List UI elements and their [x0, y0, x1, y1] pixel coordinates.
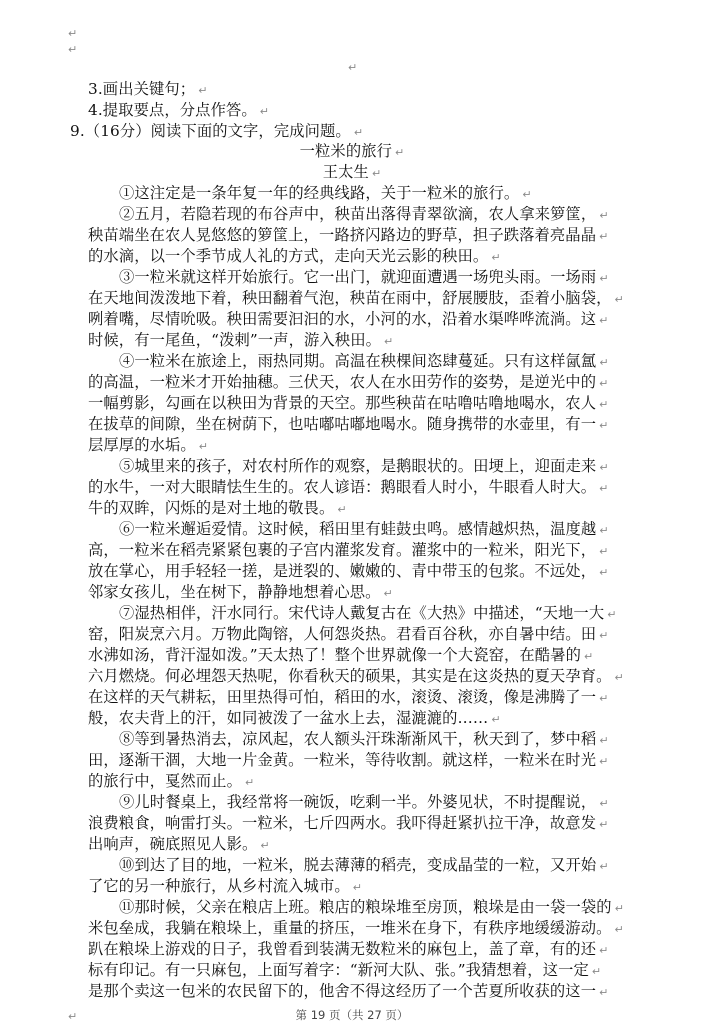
return-mark-footer: ↵ [68, 1010, 78, 1023]
paragraph-mark: ↵ [583, 650, 594, 663]
paragraph-mark: ↵ [599, 314, 609, 327]
line-text: 一幅剪影，勾画在以秧田为背景的天空。那些秧苗在咕噜咕噜地喝水，农人 [88, 394, 597, 412]
paragraph-mark: ↵ [198, 440, 209, 453]
paragraph-mark: ↵ [599, 797, 609, 810]
text-line [88, 79, 208, 101]
page-footer: 第 19 页（共 27 页） [295, 1008, 409, 1022]
paragraph-mark: ↵ [599, 734, 609, 747]
paragraph-mark: ↵ [259, 105, 270, 118]
paragraph-mark: ↵ [337, 503, 347, 516]
paragraph-mark: ↵ [599, 629, 609, 642]
line-text: ⑨儿时餐桌上，我经常将一碗饭，吃剩一半。外婆见状，不时提醒说， [119, 793, 597, 811]
paragraph-mark: ↵ [383, 587, 393, 600]
text-line [88, 435, 208, 457]
paragraph-mark: ↵ [599, 272, 609, 285]
text-line [70, 121, 363, 143]
line-text: ⑤城里来的孩子，对农村所作的观察，是鹅眼状的。田埂上，迎面走来 [119, 457, 597, 475]
line-text: 的旅行中，戛然而止。 [88, 772, 242, 790]
text-line [119, 183, 532, 205]
line-text: 窑，阳炭烹六月。万物此陶镕，人何怨炎热。君看百谷秋，亦自暑中结。田 [88, 625, 597, 643]
text-line [88, 330, 393, 352]
paragraph-mark: ↵ [352, 881, 363, 894]
text-line [88, 750, 608, 772]
paragraph-mark: ↵ [599, 461, 609, 474]
line-text: 六月燃烧。何必埋怨天热呢，你看秋天的硕果，其实是在这炎热的夏天孕育。 [88, 667, 612, 685]
line-text: 般，农夫背上的汗，如同被泼了一盆水上去，湿漉漉的…… [88, 709, 489, 727]
paragraph-mark: ↵ [599, 482, 609, 495]
text-line [119, 603, 617, 625]
paragraph-mark: ↵ [607, 608, 617, 621]
return-mark-1: ↵ [68, 27, 78, 40]
text-line [119, 519, 609, 541]
text-line [88, 813, 608, 835]
return-mark-3: ↵ [348, 61, 358, 74]
line-text: 了它的另一种旅行，从乡村流入城市。 [88, 877, 350, 895]
line-text: 出响声，碗底照见人影。 [88, 835, 258, 853]
paragraph-mark: ↵ [599, 419, 609, 432]
line-text: ⑩到达了目的地，一粒米，脱去薄薄的稻壳，变成晶莹的一粒，又开始 [119, 856, 597, 874]
text-line [119, 456, 609, 478]
paragraph-mark: ↵ [614, 293, 624, 306]
text-line [119, 267, 609, 289]
text-line [88, 666, 624, 688]
text-line [88, 540, 608, 562]
text-line [88, 309, 608, 331]
line-text: ①这注定是一条年复一年的经典线路，关于一粒米的旅行。 [119, 184, 520, 202]
paragraph-mark: ↵ [353, 126, 364, 139]
line-text: 的水牛，一对大眼睛怯生生的。农人谚语：鹅眼看人时小，牛眼看人时大。 [88, 478, 597, 496]
paragraph-mark: ↵ [599, 986, 609, 999]
text-line [88, 393, 608, 415]
paragraph-mark: ↵ [599, 818, 609, 831]
line-text: 时候，有一尾鱼，“泼剌”一声，游入秧田。 [88, 331, 381, 349]
line-text: 水沸如汤，背汗湿如泼。”天太热了！整个世界就像一个大瓷窑，在酷暑的 [88, 646, 581, 664]
text-line [88, 100, 269, 122]
text-line [88, 771, 254, 793]
paragraph-mark: ↵ [244, 776, 255, 789]
return-mark-2: ↵ [68, 43, 78, 56]
line-text: 浪费粮食，响雷打头。一粒米，七斤四两水。我吓得赶紧扒拉干净，故意发 [88, 814, 597, 832]
line-text: 在这样的天气耕耘，田里热得可怕，稻田的水，滚烫、滚烫，像是沸腾了一 [88, 688, 597, 706]
paragraph-mark: ↵ [614, 671, 624, 684]
text-line [88, 939, 608, 961]
line-text: 在天地间泼泼地下着，秧田翻着气泡，秧苗在雨中，舒展腰肢，歪着小脑袋， [88, 289, 612, 307]
paragraph-mark: ↵ [599, 524, 609, 537]
paragraph-mark: ↵ [522, 188, 532, 201]
paragraph-mark: ↵ [599, 356, 609, 369]
text-line [119, 729, 609, 751]
line-text: 9.（16分）阅读下面的文字，完成问题。 [70, 122, 351, 140]
line-text: 是那个卖这一包米的农民留下的，他舍不得这经历了一个苦夏所收获的这一 [88, 982, 597, 1000]
text-line [119, 897, 624, 919]
text-line [119, 351, 609, 373]
text-line [88, 225, 608, 247]
paragraph-mark: ↵ [384, 335, 394, 348]
line-text: ③一粒米就这样开始旅行。它一出门，就迎面遭遇一场兜头雨。一场雨 [119, 268, 597, 286]
line-text: 田，逐渐干涸，大地一片金黄。一粒米，等待收割。就这样，一粒米在时光 [88, 751, 597, 769]
paragraph-mark: ↵ [599, 566, 609, 579]
paragraph-mark: ↵ [614, 923, 624, 936]
line-text: 层厚厚的水垢。 [88, 436, 196, 454]
line-text: ⑧等到暑热消去，凉风起，农人额头汗珠渐渐风干，秋天到了，梦中稻 [119, 730, 597, 748]
text-line [88, 246, 501, 268]
text-line [88, 645, 593, 667]
text-line [119, 855, 609, 877]
line-text: 的高温，一粒米才开始抽穗。三伏天，农人在水田劳作的姿势，是逆光中的 [88, 373, 597, 391]
line-text: 王太生 [322, 163, 369, 181]
line-text: ②五月，若隐若现的布谷声中，秧苗出落得青翠欲滴，农人拿来箩筐， [119, 205, 597, 223]
paragraph-mark: ↵ [198, 84, 208, 97]
paragraph-mark: ↵ [599, 860, 609, 873]
text-line [88, 981, 608, 1003]
line-text: 4.提取要点，分点作答。 [88, 101, 257, 119]
text-line [88, 414, 608, 436]
text-line [88, 876, 362, 898]
text-line [88, 918, 624, 940]
paragraph-mark: ↵ [260, 839, 270, 852]
line-text: 标有印记。有一只麻包，上面写着字：“新河大队、张。”我猜想着，这一定 [88, 961, 589, 979]
text-line [88, 687, 608, 709]
line-text: ⑦湿热相伴，汗水同行。宋代诗人戴复古在《大热》中描述，“天地一大 [119, 604, 605, 622]
line-text: 放在掌心，用手轻轻一搓，是迸裂的、嫩嫩的、青中带玉的包浆。不远处， [88, 562, 597, 580]
paragraph-mark: ↵ [599, 545, 609, 558]
line-text: ⑪那时候，父亲在粮店上班。粮店的粮垛堆至房顶，粮垛是由一袋一袋的 [119, 898, 612, 916]
paragraph-mark: ↵ [599, 692, 609, 705]
text-line [119, 204, 609, 226]
text-line [88, 960, 601, 982]
line-text: 秧苗端坐在农人晃悠悠的箩筐上，一路挤闪路边的野草，担子跌落着亮晶晶 [88, 226, 597, 244]
paragraph-mark: ↵ [599, 377, 609, 390]
text-line [88, 582, 393, 604]
line-text: 的水滴，以一个季节成人礼的方式，走向天光云影的秧田。 [88, 247, 489, 265]
text-line [88, 288, 624, 310]
paragraph-mark: ↵ [599, 230, 609, 243]
text-line [88, 834, 270, 856]
text-line [88, 561, 608, 583]
paragraph-mark: ↵ [491, 251, 501, 264]
text-line [88, 477, 608, 499]
paragraph-mark: ↵ [614, 902, 625, 915]
line-text: 米包垒成，我躺在粮垛上，重量的挤压，一堆米在身下，有秩序地缓缓游动。 [88, 919, 612, 937]
text-line [0, 141, 704, 163]
text-line [119, 792, 609, 814]
paragraph-mark: ↵ [491, 713, 501, 726]
paragraph-mark: ↵ [599, 209, 609, 222]
text-line [88, 372, 608, 394]
line-text: ⑥一粒米邂逅爱情。这时候，稻田里有蛙鼓虫鸣。感情越炽热，温度越 [119, 520, 597, 538]
text-line [88, 708, 501, 730]
paragraph-mark: ↵ [599, 755, 609, 768]
line-text: 牛的双眸，闪烁的是对土地的敬畏。 [88, 499, 335, 517]
text-line [88, 624, 608, 646]
paragraph-mark: ↵ [371, 167, 382, 180]
line-text: 在拔草的间隙，坐在树荫下，也咕嘟咕嘟地喝水。随身携带的水壶里，有一 [88, 415, 597, 433]
paragraph-mark: ↵ [395, 146, 405, 159]
line-text: 高，一粒米在稻壳紧紧包裹的子宫内灌浆发育。灌浆中的一粒米，阳光下， [88, 541, 597, 559]
text-line [88, 498, 347, 520]
line-text: 一粒米的旅行 [299, 142, 393, 160]
line-text: ④一粒米在旅途上，雨热同期。高温在秧棵间恣肆蔓延。只有这样氤氲 [119, 352, 597, 370]
paragraph-mark: ↵ [599, 944, 609, 957]
line-text: 趴在粮垛上游戏的日子，我曾看到装满无数粒米的麻包上，盖了章，有的还 [88, 940, 597, 958]
line-text: 邻家女孩儿，坐在树下，静静地想着心思。 [88, 583, 381, 601]
text-line [0, 162, 704, 184]
line-text: 3.画出关键句； [88, 80, 196, 98]
paragraph-mark: ↵ [591, 965, 602, 978]
paragraph-mark: ↵ [599, 398, 609, 411]
line-text: 咧着嘴，尽情吮吸。秧田需要汩汩的水，小河的水，沿着水渠哗哗流淌。这 [88, 310, 597, 328]
